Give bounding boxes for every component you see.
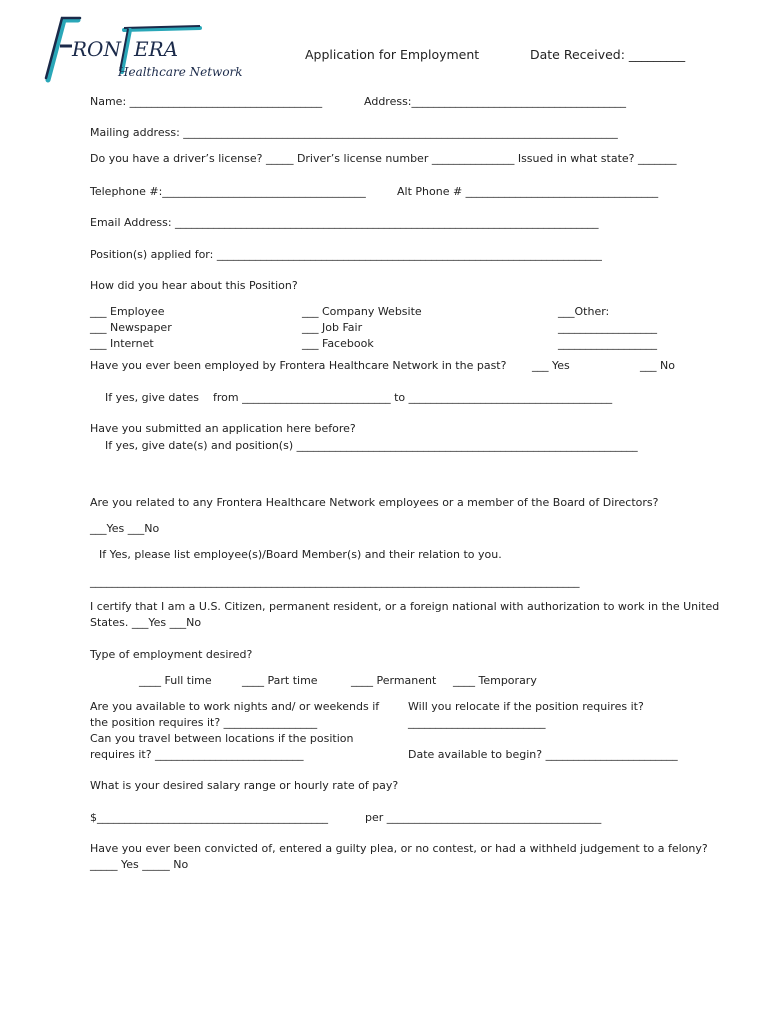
email-field[interactable]: Email Address: _____________________________________________________________________________ <box>90 216 599 229</box>
certify-yes-no[interactable]: States. ___Yes ___No <box>90 616 202 629</box>
convicted-question: Have you ever been convicted of, entered a guilty plea, or no contest, or had a withheld judgement to a felony? <box>90 842 708 855</box>
positions-field[interactable]: Position(s) applied for: ______________________________________________________________________ <box>90 248 602 261</box>
related-question: Are you related to any Frontera Healthcare Network employees or a member of the Board of Directors? <box>90 496 659 509</box>
address-field[interactable]: Address:_______________________________________ <box>364 95 627 108</box>
relocate-question: Will you relocate if the position requires it? <box>408 700 644 713</box>
date-available-field[interactable]: Date available to begin? ________________________ <box>408 748 678 761</box>
option-part-time[interactable]: ____ Part time <box>242 674 318 687</box>
submitted-before-question: Have you submitted an application here before? <box>90 422 356 435</box>
related-list-line[interactable]: _________________________________________________________________________________________ <box>90 575 580 588</box>
employed-past-yes[interactable]: ___ Yes <box>532 359 570 372</box>
submitted-dates-field[interactable]: If yes, give date(s) and position(s) ______________________________________________________________ <box>105 439 638 452</box>
availability-question: Are you available to work nights and/ or weekends if <box>90 700 380 713</box>
related-yes-no[interactable]: ___Yes ___No <box>90 522 160 535</box>
logo-graphic <box>38 12 243 87</box>
salary-question: What is your desired salary range or hourly rate of pay? <box>90 779 399 792</box>
availability-field[interactable]: the position requires it? _________________ <box>90 716 318 729</box>
travel-question: Can you travel between locations if the position <box>90 732 354 745</box>
option-temporary[interactable]: ____ Temporary <box>453 674 537 687</box>
option-company-website[interactable]: ___ Company Website <box>302 305 422 318</box>
other-line-2[interactable]: __________________ <box>558 337 657 350</box>
svg-text:ERA: ERA <box>134 37 179 61</box>
option-job-fair[interactable]: ___ Job Fair <box>302 321 363 334</box>
dates-from-to-field[interactable]: from ___________________________ to _____________________________________ <box>213 391 613 404</box>
related-list-label: If Yes, please list employee(s)/Board Member(s) and their relation to you. <box>99 548 502 561</box>
mailing-address-field[interactable]: Mailing address: _______________________________________________________________________________ <box>90 126 618 139</box>
hear-question: How did you hear about this Position? <box>90 279 298 292</box>
relocate-field[interactable]: _________________________ <box>408 716 546 729</box>
employed-past-no[interactable]: ___ No <box>640 359 675 372</box>
option-full-time[interactable]: ____ Full time <box>139 674 212 687</box>
form-title: Application for Employment <box>305 47 480 62</box>
option-employee[interactable]: ___ Employee <box>90 305 165 318</box>
alt-phone-field[interactable]: Alt Phone # ___________________________________ <box>397 185 659 198</box>
convicted-yes-no[interactable]: _____ Yes _____ No <box>90 858 189 871</box>
option-facebook[interactable]: ___ Facebook <box>302 337 374 350</box>
travel-field[interactable]: requires it? ___________________________ <box>90 748 304 761</box>
employed-past-question: Have you ever been employed by Frontera Healthcare Network in the past? <box>90 359 507 372</box>
name-field[interactable]: Name: ___________________________________ <box>90 95 323 108</box>
other-line-1[interactable]: __________________ <box>558 321 657 334</box>
employment-type-question: Type of employment desired? <box>90 648 253 661</box>
svg-text:RON: RON <box>72 37 121 61</box>
ifyes-dates-label: If yes, give dates <box>105 391 199 404</box>
telephone-field[interactable]: Telephone #:_____________________________________ <box>90 185 366 198</box>
drivers-license-row[interactable]: Do you have a driver’s license? _____ Driver’s license number _______________ Issued in what state? _______ <box>90 152 677 165</box>
svg-text:Healthcare Network: Healthcare Network <box>118 65 243 79</box>
salary-field[interactable]: $__________________________________________ <box>90 811 328 824</box>
certify-statement: I certify that I am a U.S. Citizen, permanent resident, or a foreign national with authorization to work in the United <box>90 600 720 613</box>
salary-per-field[interactable]: per _______________________________________ <box>365 811 602 824</box>
option-other[interactable]: ___Other: <box>558 305 610 318</box>
date-received[interactable]: Date Received: _________ <box>530 47 686 62</box>
frontera-logo <box>38 12 243 91</box>
option-internet[interactable]: ___ Internet <box>90 337 154 350</box>
option-permanent[interactable]: ____ Permanent <box>351 674 437 687</box>
option-newspaper[interactable]: ___ Newspaper <box>90 321 172 334</box>
